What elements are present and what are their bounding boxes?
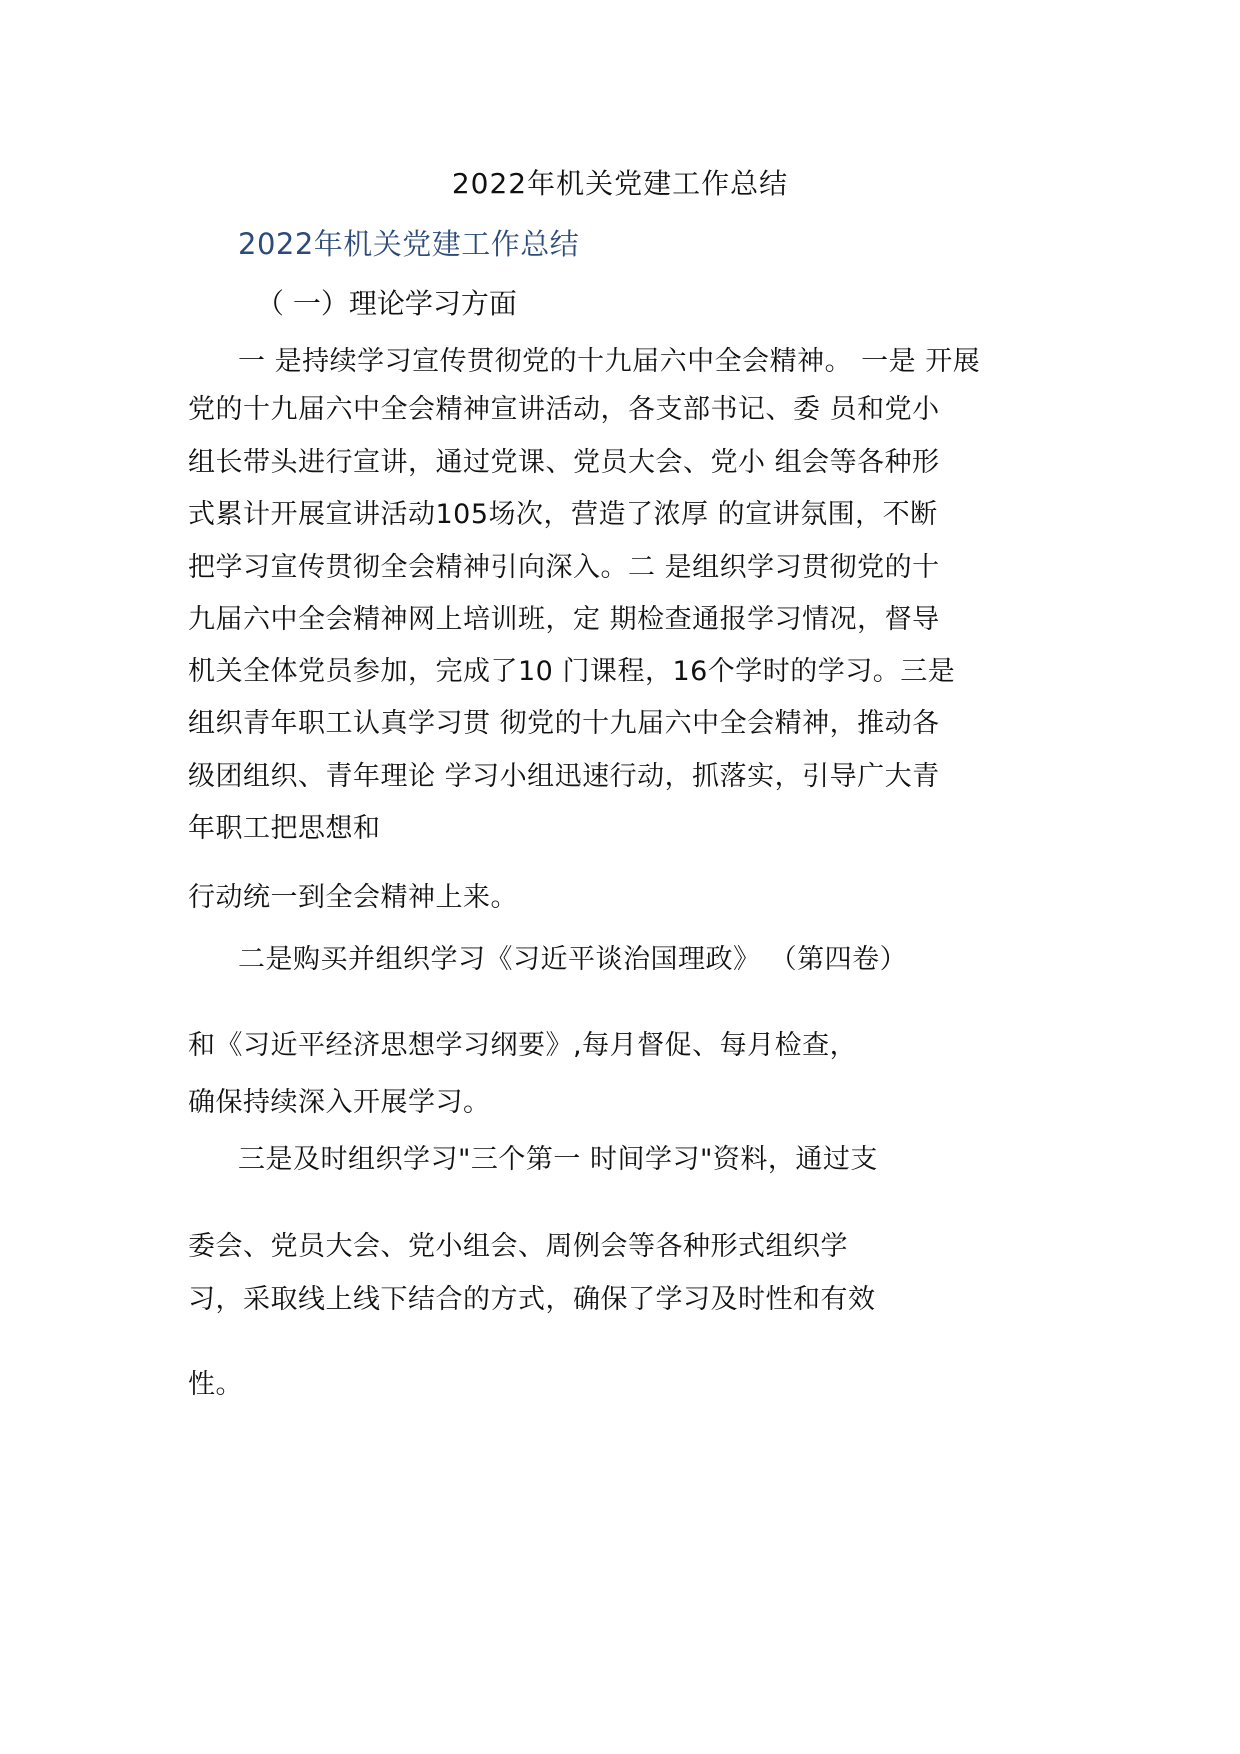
document-title: 2022年机关党建工作总结	[451, 167, 789, 200]
paragraph-line: 和《习近平经济思想学习纲要》,每月督促、每月检查，	[188, 1030, 858, 1061]
paragraph-line: 组长带头进行宣讲，通过党课、党员大会、党小 组会等各种形	[188, 447, 940, 478]
paragraph-line: 确保持续深入开展学习。	[188, 1087, 491, 1118]
paragraph-line: 把学习宣传贯彻全会精神引向深入。二 是组织学习贯彻党的十	[188, 552, 940, 583]
paragraph-line: 年职工把思想和	[188, 813, 381, 844]
paragraph-line: 九届六中全会精神网上培训班，定 期检查通报学习情况，督导	[188, 604, 940, 635]
paragraph-line: 习，采取线上线下结合的方式，确保了学习及时性和有效	[188, 1284, 876, 1315]
paragraph-line: 三是及时组织学习"三个第一 时间学习"资料，通过支	[238, 1144, 878, 1175]
paragraph-line: 委会、党员大会、党小组会、周例会等各种形式组织学	[188, 1231, 848, 1262]
paragraph-line: 组织青年职工认真学习贯 彻党的十九届六中全会精神，推动各	[188, 708, 940, 739]
paragraph-line: 一 是持续学习宣传贯彻党的十九届六中全会精神。 一是 开展	[238, 346, 981, 377]
paragraph-line: 行动统一到全会精神上来。	[188, 882, 518, 913]
paragraph-line: 二是购买并组织学习《习近平谈治国理政》 （第四卷）	[238, 944, 908, 975]
paragraph-line: 式累计开展宣讲活动105场次，营造了浓厚 的宣讲氛围，不断	[188, 499, 938, 530]
section-heading: （ 一）理论学习方面	[256, 287, 517, 320]
paragraph-line: 机关全体党员参加，完成了10 门课程，16个学时的学习。三是	[188, 656, 956, 687]
paragraph-line: 级团组织、青年理论 学习小组迅速行动，抓落实，引导广大青	[188, 761, 940, 792]
paragraph-line: 性。	[188, 1369, 243, 1400]
document-subtitle: 2022年机关党建工作总结	[238, 227, 580, 261]
paragraph-line: 党的十九届六中全会精神宣讲活动，各支部书记、委 员和党小	[188, 394, 940, 425]
